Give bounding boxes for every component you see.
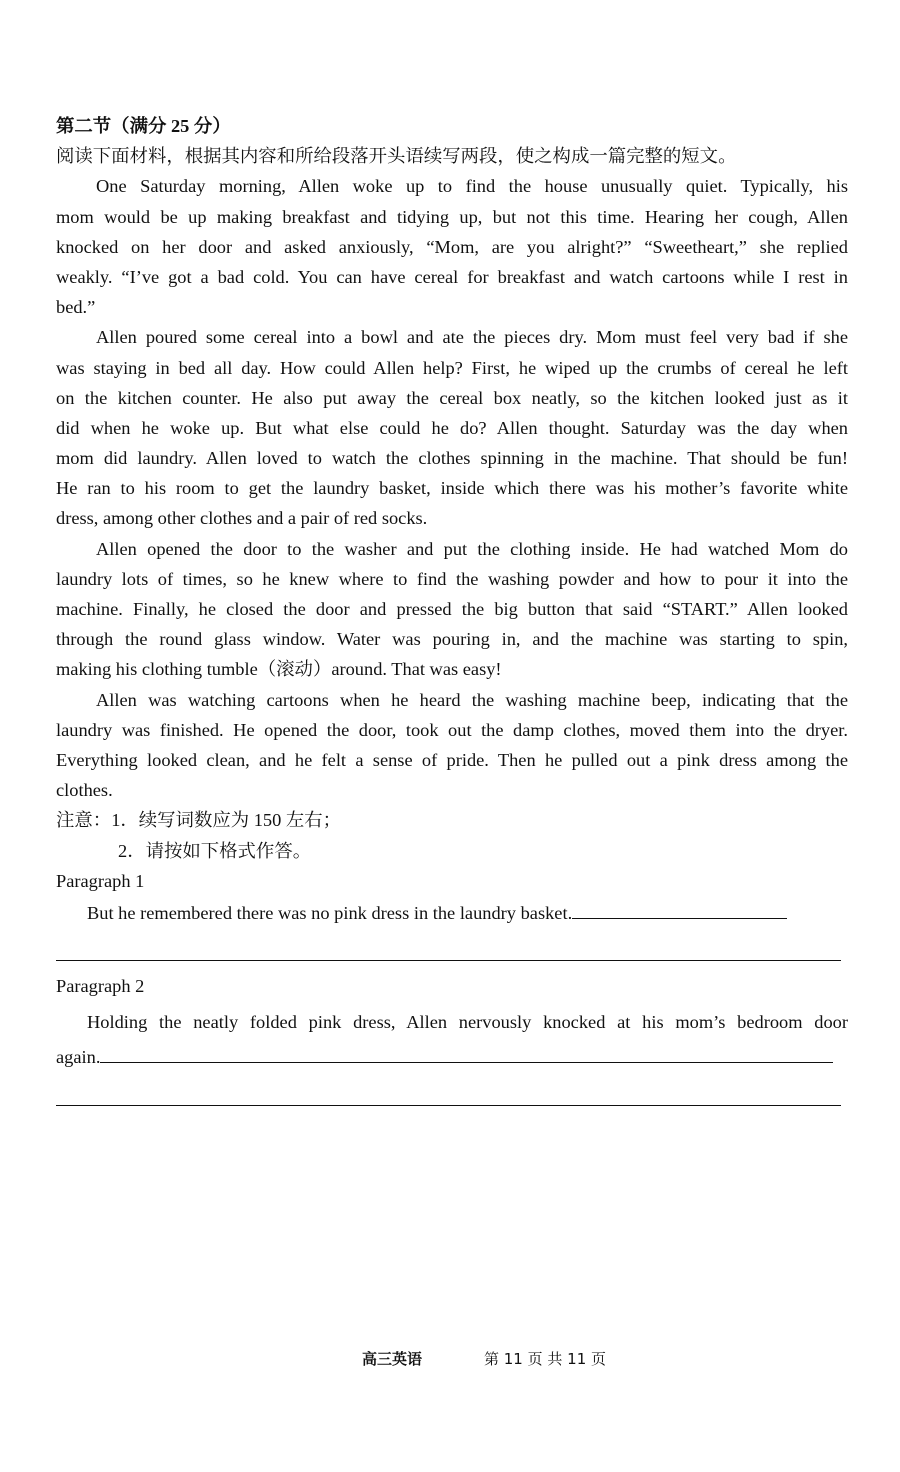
passage-line: clothes. — [56, 780, 113, 801]
opening-sentence-end: again. — [56, 1047, 101, 1068]
passage-line: mom would be up making breakfast and tidying up, but not this time. Hearing her cough, Allen — [56, 206, 848, 227]
paragraph-1-label: Paragraph 1 — [56, 870, 145, 891]
passage-line: making his clothing tumble（滚动）around. That was easy! — [56, 659, 502, 680]
exam-page — [56, 111, 848, 928]
paragraph-2-opening-line1: Holding the neatly folded pink dress, Allen nervously knocked at his mom’s bedroom door — [87, 1012, 848, 1033]
passage-line: laundry was finished. He opened the door, took out the damp clothes, moved them into the dryer. — [56, 719, 848, 740]
note-2: 2．请按如下格式作答。 — [118, 840, 312, 861]
passage-line: through the round glass window. Water was pouring in, and the machine was starting to spin, — [56, 629, 848, 650]
section-title: 第二节（满分 25 分） — [56, 116, 231, 136]
answer-line[interactable] — [56, 960, 841, 961]
passage-line: knocked on her door and asked anxiously, “Mom, are you alright?” “Sweetheart,” she replied — [56, 236, 848, 257]
passage-line: Allen opened the door to the washer and put the clothing inside. He had watched Mom do — [96, 538, 848, 559]
notes-label: 注意： — [56, 810, 112, 831]
passage-line: on the kitchen counter. He also put away the cereal box neatly, so the kitchen looked just as it — [56, 387, 848, 408]
paragraph-2-block — [56, 971, 848, 1073]
passage-line: Allen was watching cartoons when he heard the washing machine beep, indicating that the — [96, 689, 848, 710]
note-item: 1．续写词数应为 150 左右； — [111, 810, 342, 831]
passage-paragraph — [56, 322, 848, 533]
paragraph-1-opening — [56, 898, 848, 928]
passage-line: did when he woke up. But what else could he do? Allen thought. Saturday was the day when — [56, 417, 848, 438]
passage-line: was staying in bed all day. How could Allen help? First, he wiped up the crumbs of cereal he left — [56, 357, 848, 378]
passage-line: Everything looked clean, and he felt a sense of pride. Then he pulled out a pink dress among the — [56, 749, 848, 770]
passage-line: dress, among other clothes and a pair of red socks. — [56, 508, 428, 529]
passage-line: mom did laundry. Allen loved to watch the clothes spinning in the machine. That should be fun! — [56, 448, 848, 469]
opening-sentence: But he remembered there was no pink dress in the laundry basket. — [87, 902, 573, 923]
answer-blank[interactable] — [572, 917, 787, 919]
passage-line: Allen poured some cereal into a bowl and ate the pieces dry. Mom must feel very bad if she — [96, 327, 848, 348]
note-1 — [56, 805, 848, 835]
passage-paragraph — [56, 171, 848, 322]
paragraph-2-label: Paragraph 2 — [56, 976, 145, 996]
passage — [56, 171, 848, 805]
passage-paragraph — [56, 534, 848, 685]
paragraph-2-opening-line2 — [56, 1042, 848, 1072]
passage-paragraph — [56, 685, 848, 806]
instruction: 阅读下面材料，根据其内容和所给段落开头语续写两段，使之构成一篇完整的短文。 — [56, 146, 737, 167]
passage-line: One Saturday morning, Allen woke up to find the house unusually quiet. Typically, his — [96, 176, 848, 197]
passage-line: bed.” — [56, 297, 96, 318]
footer-subject: 高三英语 — [362, 1350, 423, 1368]
passage-line: machine. Finally, he closed the door and pressed the big button that said “START.” Allen looked — [56, 599, 848, 619]
answer-blank[interactable] — [100, 1061, 833, 1063]
passage-line: weakly. “I’ve got a bad cold. You can have cereal for breakfast and watch cartoons while I rest in — [56, 266, 848, 287]
passage-line: laundry lots of times, so he knew where to find the washing powder and how to pour it into the — [56, 568, 848, 589]
footer-page-number: 第 11 页 共 11 页 — [484, 1350, 607, 1368]
passage-line: He ran to his room to get the laundry basket, inside which there was his mother’s favorite white — [56, 478, 848, 499]
answer-line[interactable] — [56, 1105, 841, 1106]
